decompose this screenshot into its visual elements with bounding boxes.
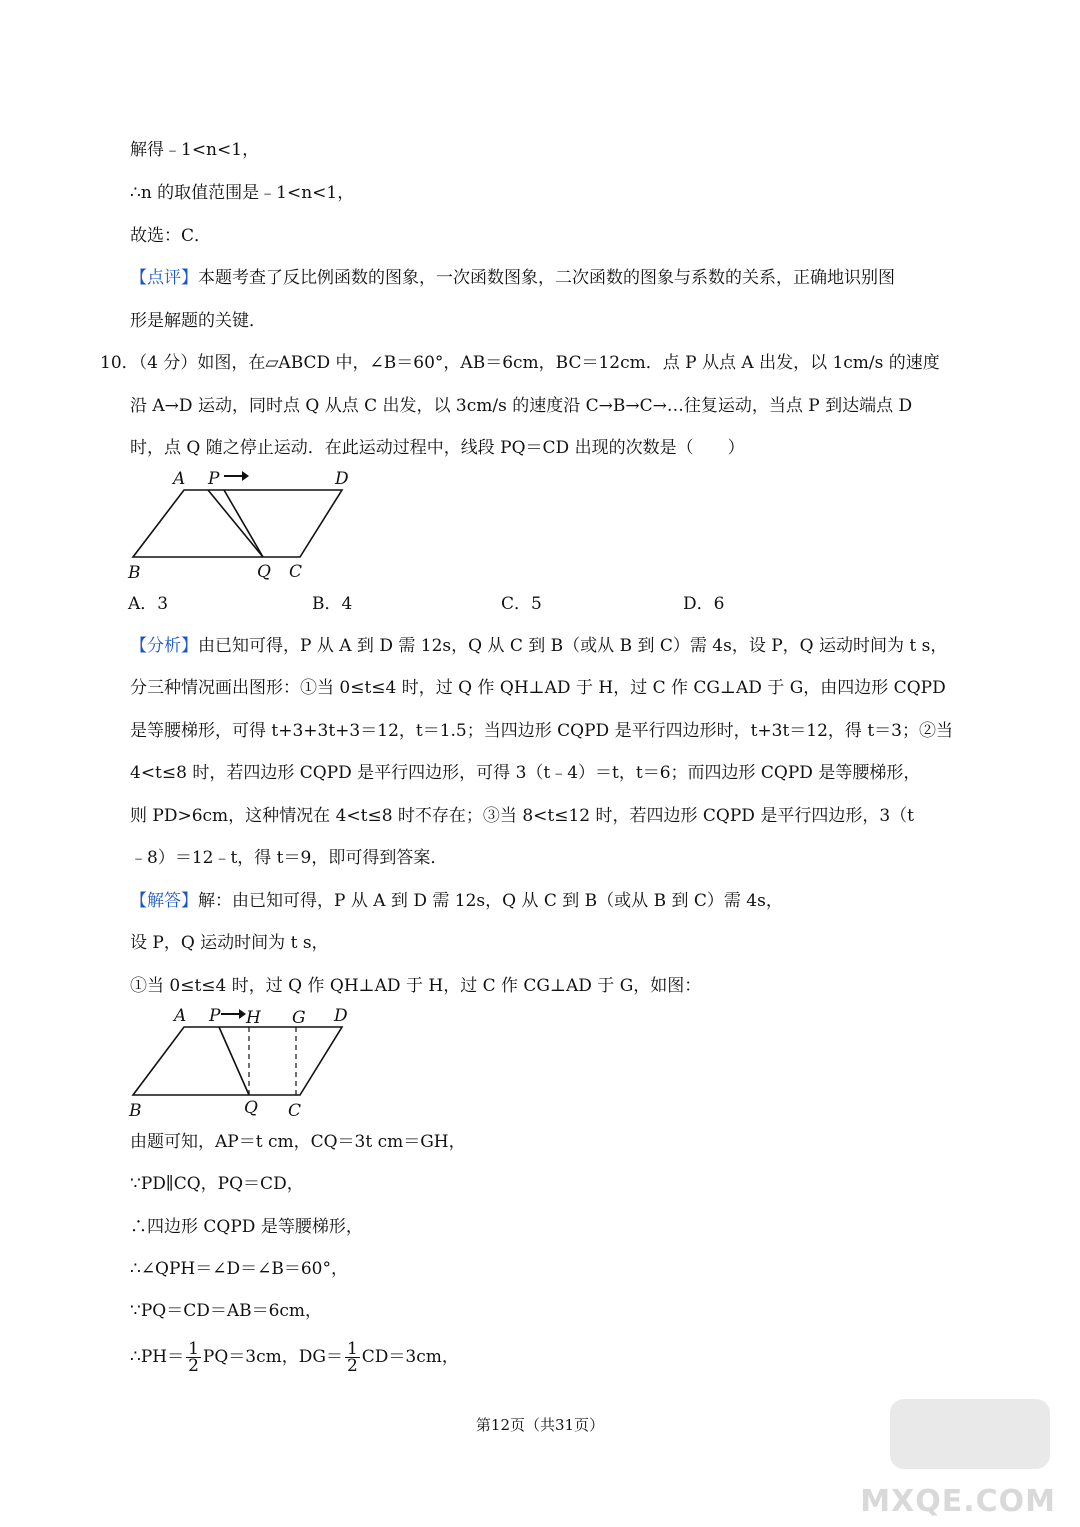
text-segment: PQ＝3cm，DG＝ [202, 1347, 343, 1367]
solution-tag: 【解答】 [130, 891, 198, 911]
figure-parallelogram-2 [118, 1000, 368, 1124]
text-line: 则 PD>6cm，这种情况在 4<t≤8 时不存在；③当 8<t≤12 时，若四边形 CQPD 是平行四边形，3（t [130, 806, 914, 826]
text-line: 4<t≤8 时，若四边形 CQPD 是平行四边形，可得 3（t﹣4）＝t，t＝6；而四边形 CQPD 是等腰梯形， [130, 763, 921, 783]
text-line: 设 P，Q 运动时间为 t s， [130, 933, 329, 953]
label-A: A [173, 469, 186, 489]
text-line: ∵PQ＝CD＝AB＝6cm， [130, 1301, 323, 1321]
label-Q: Q [244, 1098, 258, 1118]
text-line: ∴n 的取值范围是﹣1<n<1， [130, 183, 355, 203]
label-B: B [128, 563, 141, 583]
choice-c: C．5 [501, 594, 542, 614]
fraction-line [130, 1337, 459, 1377]
fraction-denominator: 2 [346, 1356, 358, 1376]
label-A: A [174, 1006, 187, 1026]
text-line: 分三种情况画出图形：①当 0≤t≤4 时，过 Q 作 QH⊥AD 于 H，过 C 作 CG⊥AD 于 G，由四边形 CQPD [130, 678, 946, 698]
text-line: ∴∠QPH＝∠D＝∠B＝60°， [130, 1259, 349, 1279]
question-10-line: 10．（4 分）如图，在▱ABCD 中，∠B＝60°，AB＝6cm，BC＝12cm．点 P 从点 A 出发，以 1cm/s 的速度 [100, 353, 940, 373]
label-G: G [292, 1008, 306, 1028]
choice-b: B．4 [312, 594, 353, 614]
label-P: P [208, 469, 220, 489]
label-D: D [334, 1006, 348, 1026]
text-segment: CD＝3cm， [361, 1347, 459, 1367]
fraction [186, 1341, 201, 1374]
text-line: ①当 0≤t≤4 时，过 Q 作 QH⊥AD 于 H，过 C 作 CG⊥AD 于 G，如图： [130, 976, 702, 996]
watermark-logo [890, 1399, 1050, 1469]
text-line: 沿 A→D 运动，同时点 Q 从点 C 出发，以 3cm/s 的速度沿 C→B→C→…往复运动，当点 P 到达端点 D [130, 396, 913, 416]
text-line: 解得﹣1<n<1， [130, 140, 260, 160]
label-C: C [289, 562, 303, 582]
figure-parallelogram-1 [118, 462, 368, 586]
text-segment: ∴PH＝ [130, 1347, 185, 1367]
text-line: 形是解题的关键． [130, 311, 266, 331]
fraction [345, 1341, 360, 1374]
watermark-text: MXQE.COM [860, 1484, 1056, 1519]
text-line: ∵PD∥CQ，PQ＝CD， [130, 1174, 304, 1194]
analysis-line [130, 634, 947, 658]
fraction-numerator: 1 [346, 1339, 358, 1359]
label-B: B [129, 1101, 142, 1121]
text-line: 是等腰梯形，可得 t+3+3t+3＝12，t＝1.5；当四边形 CQPD 是平行四边形时，t+3t＝12，得 t＝3；②当 [130, 721, 953, 741]
label-H: H [246, 1008, 261, 1028]
label-P: P [209, 1006, 221, 1026]
comment-line [130, 266, 895, 290]
label-D: D [335, 469, 349, 489]
text-line: 时，点 Q 随之停止运动．在此运动过程中，线段 PQ＝CD 出现的次数是（ ） [130, 438, 745, 458]
choice-a: A．3 [128, 594, 169, 614]
comment-text: 本题考查了反比例函数的图象，一次函数图象，二次函数的图象与系数的关系，正确地识别图 [198, 268, 895, 288]
solution-text: 解：由已知可得，P 从 A 到 D 需 12s，Q 从 C 到 B（或从 B 到 C）需 4s， [198, 891, 783, 911]
label-C: C [288, 1101, 302, 1121]
comment-tag: 【点评】 [130, 268, 198, 288]
analysis-tag: 【分析】 [130, 636, 198, 656]
label-Q: Q [257, 562, 271, 582]
page-footer: 第12页（共31页） [475, 1416, 605, 1434]
watermark [860, 1399, 1060, 1519]
analysis-text: 由已知可得，P 从 A 到 D 需 12s，Q 从 C 到 B（或从 B 到 C）需 4s，设 P，Q 运动时间为 t s， [198, 636, 948, 656]
fraction-denominator: 2 [188, 1356, 199, 1376]
text-line: 由题可知，AP＝t cm，CQ＝3t cm＝GH， [130, 1132, 466, 1152]
text-line: ∴四边形 CQPD 是等腰梯形， [130, 1217, 363, 1237]
solution-line [130, 889, 783, 913]
text-line: ﹣8）＝12﹣t，得 t＝9，即可得到答案． [130, 848, 448, 868]
choice-d: D．6 [683, 594, 725, 614]
fraction-numerator: 1 [188, 1339, 199, 1359]
text-line: 故选：C． [130, 226, 212, 246]
